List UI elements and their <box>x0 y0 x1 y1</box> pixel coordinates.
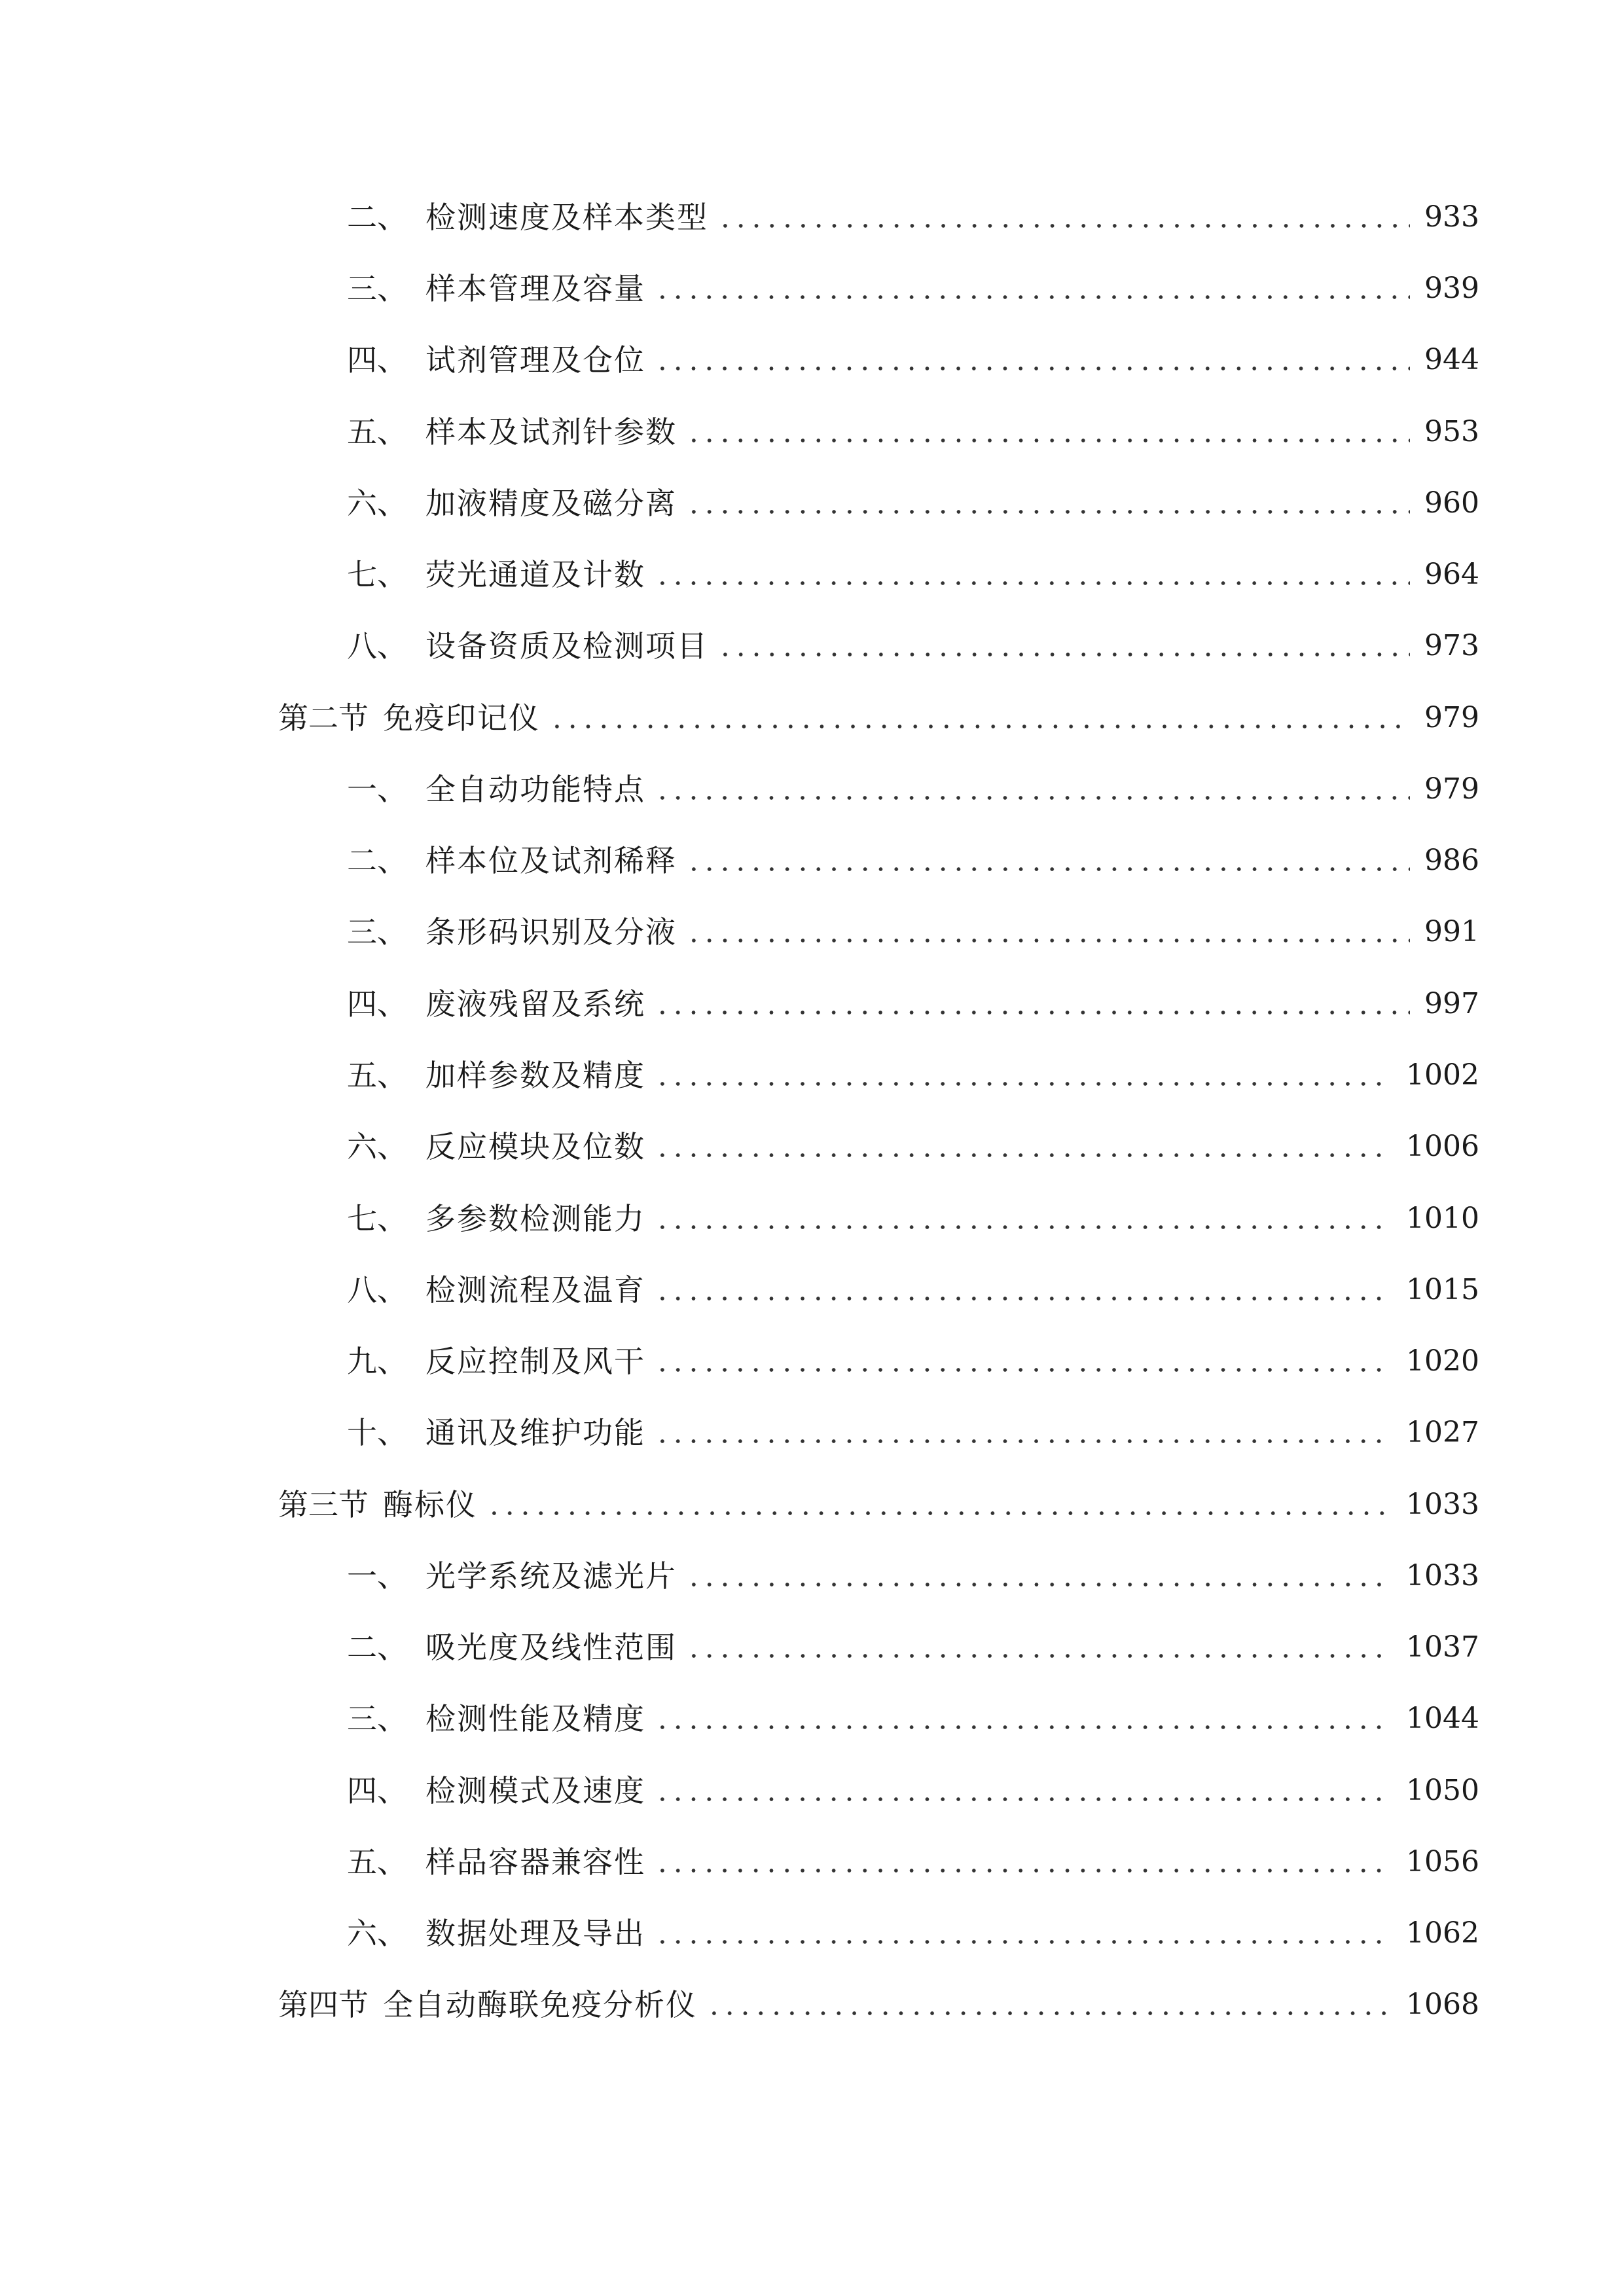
dot-leader <box>655 367 1410 370</box>
toc-entry-title: 条形码识别及分液 <box>425 914 677 950</box>
toc-entry-number: 六、 <box>347 486 407 521</box>
dot-leader <box>717 653 1410 656</box>
dot-leader <box>686 867 1410 871</box>
dot-leader <box>655 1439 1392 1443</box>
toc-entry-page: 1027 <box>1406 1416 1479 1449</box>
toc-entry[interactable] <box>347 978 1479 1030</box>
toc-entry-title: 荧光通道及计数 <box>425 557 645 592</box>
toc-entry[interactable] <box>347 477 1479 529</box>
toc-entry-page: 979 <box>1424 772 1479 806</box>
toc-entry[interactable] <box>347 1693 1479 1745</box>
toc-entry[interactable] <box>347 406 1479 458</box>
toc-entry-page: 1037 <box>1406 1630 1479 1664</box>
toc-entry[interactable] <box>347 1621 1479 1674</box>
toc-section-number: 第三节 <box>278 1487 369 1522</box>
dot-leader <box>686 939 1410 942</box>
toc-section-entry[interactable] <box>278 1479 1479 1531</box>
toc-entry[interactable] <box>347 1550 1479 1602</box>
toc-section-entry[interactable] <box>278 1979 1479 2031</box>
toc-entry-title: 加液精度及磁分离 <box>425 486 677 521</box>
dot-leader <box>655 581 1410 585</box>
dot-leader <box>655 1797 1392 1801</box>
toc-entry[interactable] <box>347 262 1479 315</box>
toc-entry-number: 三、 <box>347 1701 407 1736</box>
dot-leader <box>717 224 1410 228</box>
toc-section-entry[interactable] <box>278 692 1479 744</box>
toc-entry-page: 1056 <box>1406 1845 1479 1878</box>
toc-entry[interactable] <box>347 620 1479 672</box>
dot-leader <box>686 1583 1392 1587</box>
toc-entry-number: 六、 <box>347 1129 407 1164</box>
toc-entry-page: 933 <box>1424 200 1479 234</box>
toc-entry-number: 四、 <box>347 342 407 378</box>
toc-entry[interactable] <box>347 191 1479 243</box>
toc-entry-number: 三、 <box>347 271 407 306</box>
toc-entry[interactable] <box>347 1264 1479 1316</box>
toc-entry-page: 1050 <box>1406 1774 1479 1807</box>
toc-entry-page: 986 <box>1424 844 1479 877</box>
toc-section-number: 第四节 <box>278 1987 369 2022</box>
toc-entry[interactable] <box>347 763 1479 816</box>
toc-entry-title: 加样参数及精度 <box>425 1058 645 1093</box>
toc-entry-number: 九、 <box>347 1344 407 1379</box>
toc-entry-number: 六、 <box>347 1916 407 1951</box>
toc-entry-title: 试剂管理及仓位 <box>425 342 645 378</box>
toc-entry[interactable] <box>347 1193 1479 1245</box>
toc-entry[interactable] <box>347 1407 1479 1459</box>
dot-leader <box>655 1011 1410 1014</box>
toc-entry-number: 二、 <box>347 1630 407 1665</box>
toc-entry-number: 一、 <box>347 1558 407 1594</box>
toc-entry-page: 1020 <box>1406 1344 1479 1378</box>
toc-entry-number: 四、 <box>347 986 407 1022</box>
toc-entry-number: 五、 <box>347 1844 407 1880</box>
dot-leader <box>655 1297 1392 1300</box>
toc-entry-title: 反应模块及位数 <box>425 1129 645 1164</box>
toc-entry-title: 样本及试剂针参数 <box>425 414 677 450</box>
toc-entry-page: 964 <box>1424 558 1479 591</box>
dot-leader <box>655 295 1410 299</box>
toc-entry[interactable] <box>347 1121 1479 1173</box>
toc-entry[interactable] <box>347 1335 1479 1388</box>
toc-entry-title: 样本位及试剂稀释 <box>425 843 677 878</box>
toc-entry-number: 十、 <box>347 1415 407 1450</box>
toc-entry-title: 全自动功能特点 <box>425 772 645 807</box>
toc-entry[interactable] <box>347 1049 1479 1102</box>
toc-section-title: 免疫印记仪 <box>383 700 540 736</box>
toc-entry-page: 1033 <box>1406 1559 1479 1592</box>
dot-leader <box>686 439 1410 442</box>
toc-entry[interactable] <box>347 906 1479 958</box>
dot-leader <box>706 2011 1392 2015</box>
dot-leader <box>655 1869 1392 1873</box>
toc-entry-number: 一、 <box>347 772 407 807</box>
dot-leader <box>655 796 1410 800</box>
toc-entry-number: 七、 <box>347 557 407 592</box>
toc-entry-page: 1002 <box>1406 1058 1479 1092</box>
toc-entry-page: 1033 <box>1406 1488 1479 1521</box>
toc-section-number: 第二节 <box>278 700 369 736</box>
toc-entry-page: 960 <box>1424 486 1479 520</box>
toc-entry-title: 设备资质及检测项目 <box>425 628 708 664</box>
toc-entry-title: 反应控制及风干 <box>425 1344 645 1379</box>
toc-entry-page: 979 <box>1424 701 1479 734</box>
toc-entry[interactable] <box>347 1765 1479 1817</box>
toc-entry-page: 1044 <box>1406 1702 1479 1735</box>
toc-entry-page: 1015 <box>1406 1273 1479 1306</box>
toc-entry[interactable] <box>347 1907 1479 1960</box>
toc-entry-title: 检测流程及温育 <box>425 1272 645 1308</box>
toc-entry-number: 五、 <box>347 1058 407 1093</box>
toc-entry-page: 991 <box>1424 915 1479 948</box>
toc-entry[interactable] <box>347 834 1479 887</box>
toc-entry-title: 检测模式及速度 <box>425 1773 645 1808</box>
toc-entry-title: 通讯及维护功能 <box>425 1415 645 1450</box>
toc-entry-number: 五、 <box>347 414 407 450</box>
toc-entry-title: 废液残留及系统 <box>425 986 645 1022</box>
toc-entry-title: 样品容器兼容性 <box>425 1844 645 1880</box>
toc-entry[interactable] <box>347 548 1479 601</box>
dot-leader <box>655 1368 1392 1372</box>
toc-entry-number: 二、 <box>347 843 407 878</box>
toc-entry-number: 四、 <box>347 1773 407 1808</box>
toc-entry[interactable] <box>347 1836 1479 1888</box>
dot-leader <box>655 1082 1392 1086</box>
toc-entry-page: 1010 <box>1406 1202 1479 1235</box>
toc-entry-page: 973 <box>1424 629 1479 662</box>
toc-entry-number: 八、 <box>347 628 407 664</box>
dot-leader <box>655 1153 1392 1157</box>
toc-entry-page: 997 <box>1424 987 1479 1020</box>
dot-leader <box>686 510 1410 514</box>
toc-entry-number: 八、 <box>347 1272 407 1308</box>
toc-entry[interactable] <box>347 334 1479 386</box>
toc-entry-number: 七、 <box>347 1201 407 1236</box>
toc-entry-title: 样本管理及容量 <box>425 271 645 306</box>
dot-leader <box>486 1511 1392 1515</box>
toc-entry-page: 953 <box>1424 415 1479 448</box>
toc-section-title: 酶标仪 <box>383 1487 477 1522</box>
toc-entry-title: 吸光度及线性范围 <box>425 1630 677 1665</box>
toc-entry-number: 二、 <box>347 200 407 235</box>
toc-entry-page: 1006 <box>1406 1130 1479 1163</box>
toc-entry-title: 多参数检测能力 <box>425 1201 645 1236</box>
dot-leader <box>549 725 1410 728</box>
toc-entry-number: 三、 <box>347 914 407 950</box>
dot-leader <box>686 1654 1392 1658</box>
dot-leader <box>655 1725 1392 1729</box>
toc-section-title: 全自动酶联免疫分析仪 <box>383 1987 697 2022</box>
toc-entry-title: 数据处理及导出 <box>425 1916 645 1951</box>
toc-entry-title: 检测速度及样本类型 <box>425 200 708 235</box>
toc-entry-title: 检测性能及精度 <box>425 1701 645 1736</box>
toc-entry-title: 光学系统及滤光片 <box>425 1558 677 1594</box>
toc-entry-page: 939 <box>1424 272 1479 305</box>
dot-leader <box>655 1940 1392 1944</box>
toc-entry-page: 944 <box>1424 343 1479 376</box>
toc-entry-page: 1062 <box>1406 1916 1479 1950</box>
dot-leader <box>655 1225 1392 1229</box>
toc-entry-page: 1068 <box>1406 1988 1479 2021</box>
